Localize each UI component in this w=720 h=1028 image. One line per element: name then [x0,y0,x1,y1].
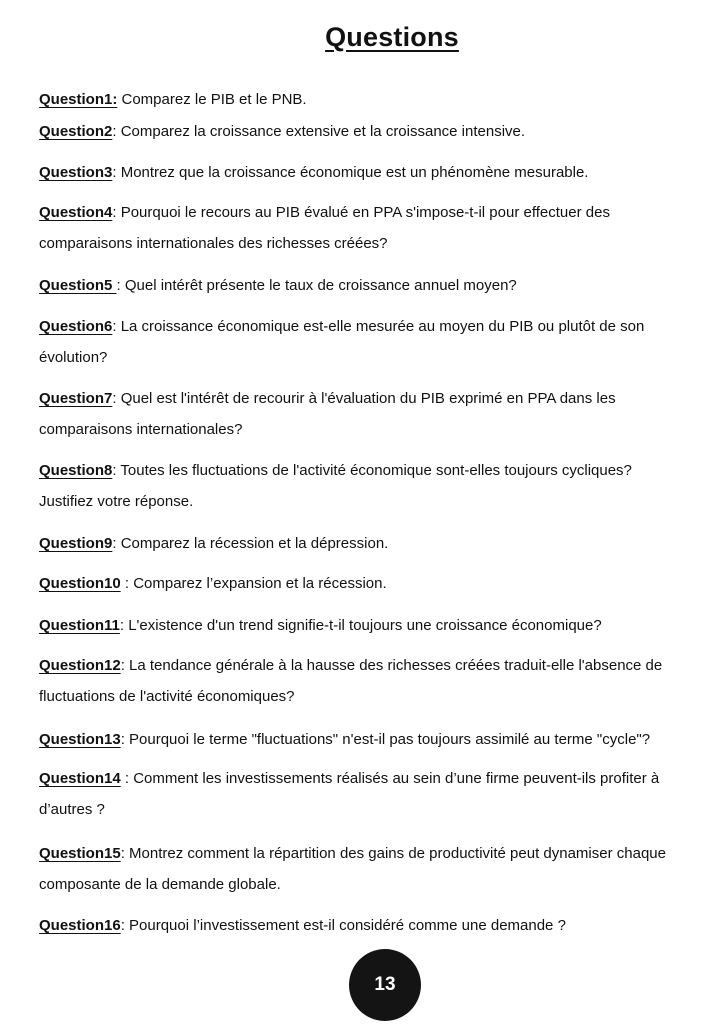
question-label: Question8 [39,462,113,479]
question-12 [39,650,662,712]
question-5 [39,270,517,301]
question-13 [39,724,650,755]
question-text-continued: d’autres ? [39,801,105,818]
question-text: : Quel est l'intérêt de recourir à l'évaluation du PIB exprimé en PPA dans les [112,390,616,407]
question-label: Question15 [39,845,121,862]
question-text: : Comment les investissements réalisés au sein d’une firme peuvent-ils profiter à [120,770,660,787]
question-text-continued: fluctuations de l'activité économiques? [39,688,295,705]
question-label: Question11 [39,617,120,634]
question-text: : L'existence d'un trend signifie-t-il toujours une croissance économique? [119,617,602,634]
question-8 [39,455,632,517]
question-text: : La tendance générale à la hausse des richesses créées traduit-elle l'absence de [120,657,663,674]
question-15 [39,838,666,900]
question-text-continued: Justifiez votre réponse. [39,493,194,510]
question-text: : Montrez comment la répartition des gains de productivité peut dynamiser chaque [120,845,666,862]
question-text: : Comparez la récession et la dépression. [112,535,389,552]
question-text-continued: évolution? [39,349,108,366]
question-9 [39,528,388,559]
question-text-continued: composante de la demande globale. [39,876,281,893]
question-2 [39,116,525,147]
question-label: Question7 [39,390,113,407]
question-label: Question10 [39,575,121,592]
question-label: Question12 [39,657,121,674]
question-text: : Quel intérêt présente le taux de croissance annuel moyen? [116,277,517,294]
question-text: : Pourquoi le terme "fluctuations" n'est-il pas toujours assimilé au terme "cycle"? [120,731,651,748]
question-3 [39,157,588,188]
question-text: : La croissance économique est-elle mesurée au moyen du PIB ou plutôt de son [112,318,645,335]
question-6 [39,311,644,373]
question-label: Question1: [39,91,118,108]
question-text: : Comparez l’expansion et la récession. [120,575,387,592]
question-text-continued: comparaisons internationales des richesses créées? [39,235,388,252]
page-number-badge: 13 [349,949,421,1021]
question-label: Question14 [39,770,121,787]
question-text: : Pourquoi l’investissement est-il considéré comme une demande ? [120,917,566,934]
question-text: : Pourquoi le recours au PIB évalué en PPA s'impose-t-il pour effectuer des [112,204,610,221]
question-label: Question13 [39,731,121,748]
page-title: Questions [325,22,459,52]
question-text: : Toutes les fluctuations de l'activité économique sont-elles toujours cycliques? [112,462,632,479]
question-14 [39,763,659,825]
question-text: : Comparez la croissance extensive et la croissance intensive. [112,123,526,140]
question-7 [39,383,616,445]
question-label: Question3 [39,164,113,181]
question-1 [39,84,307,115]
question-label: Question9 [39,535,113,552]
question-label: Question5 [39,277,117,294]
question-label: Question6 [39,318,113,335]
question-16 [39,910,566,941]
question-11 [39,610,602,641]
question-label: Question16 [39,917,121,934]
question-text: Comparez le PIB et le PNB. [117,91,307,108]
question-4 [39,197,610,259]
question-10 [39,568,387,599]
question-text: : Montrez que la croissance économique est un phénomène mesurable. [112,164,589,181]
question-text-continued: comparaisons internationales? [39,421,243,438]
question-label: Question2 [39,123,113,140]
question-label: Question4 [39,204,113,221]
